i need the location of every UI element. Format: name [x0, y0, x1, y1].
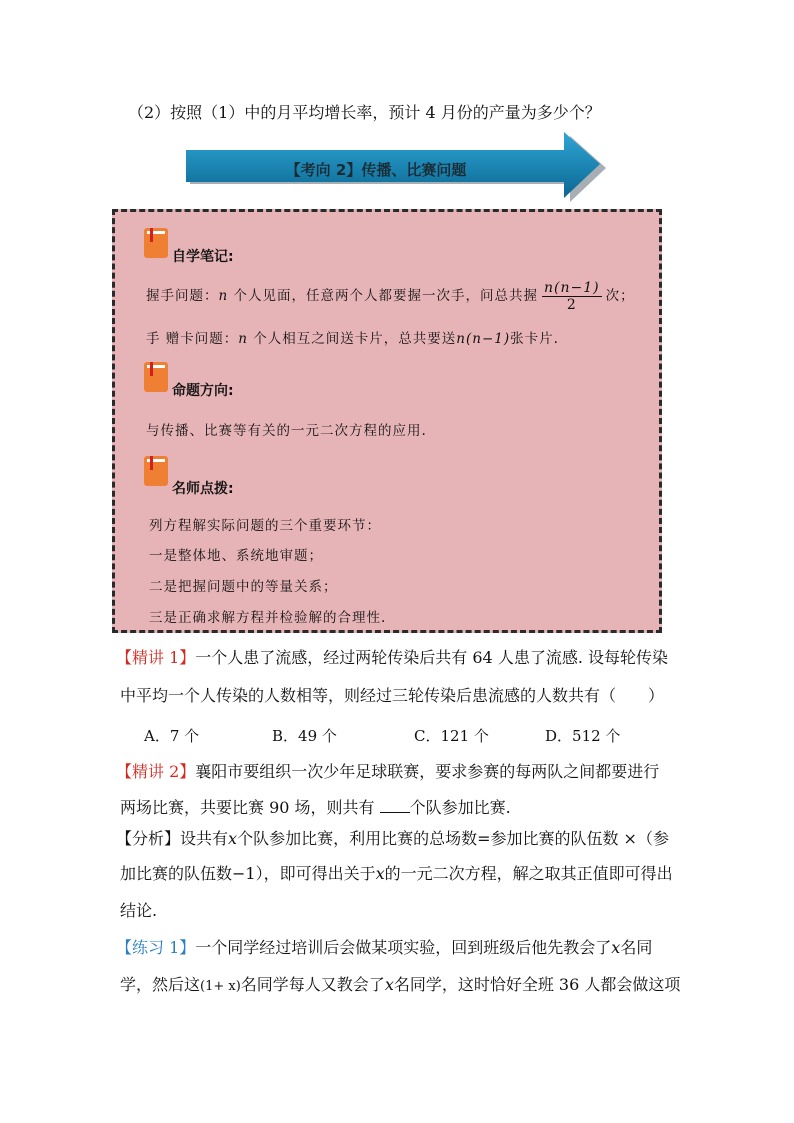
example-2-line-2 — [120, 798, 511, 818]
analysis-line-2 — [120, 864, 673, 884]
example-2-text-post: 个队参加比赛. — [409, 798, 511, 817]
exercise-1-line-2 — [120, 975, 680, 997]
option-c: C．121 个 — [414, 727, 489, 745]
notebook-icon — [144, 456, 168, 486]
handshake-fraction — [542, 280, 602, 313]
card-suffix: 张卡片. — [510, 331, 559, 347]
var-x: x — [611, 938, 621, 957]
analysis-text: 加比赛的队伍数−1），即可得出关于 — [120, 864, 376, 883]
card-desc: 个人相互之间送卡片，总共要送 — [248, 331, 457, 347]
self-study-notes-title: 自学笔记: — [172, 249, 234, 265]
option-a: A．7 个 — [144, 727, 200, 745]
exercise-1-text: 名同 — [620, 938, 653, 957]
analysis-tag: 【分析】 — [116, 829, 181, 848]
analysis-text: 个队参加比赛，利用比赛的总场数=参加比赛的队伍数 ×（参 — [237, 829, 669, 848]
exercise-1-text: 名同学，这时恰好全班 36 人都会做这项 — [393, 975, 681, 994]
question-2-text: （2）按照（1）中的月平均增长率，预计 4 月份的产量为多少个？ — [128, 103, 601, 122]
example-1-line-1 — [116, 648, 668, 668]
example-2-text: 襄阳市要组织一次少年足球联赛，要求参赛的每两队之间都要进行 — [195, 762, 660, 781]
analysis-text: 设共有 — [180, 829, 229, 848]
analysis-text: 的一元二次方程，解之取其正值即可得出 — [384, 864, 673, 883]
exercise-1-text: 学，然后这 — [120, 975, 201, 994]
teacher-tip-line: 三是正确求解方程并检验解的合理性. — [149, 610, 387, 626]
var-x: x — [375, 864, 385, 883]
option-b: B．49 个 — [272, 727, 337, 745]
card-label: 手 赠卡问题： — [146, 331, 239, 347]
var-n: n — [218, 288, 229, 304]
exercise-1-tag: 【练习 1】 — [116, 938, 196, 957]
notebook-icon — [144, 362, 168, 392]
answer-blank[interactable] — [380, 798, 410, 813]
proposition-direction-title: 命题方向: — [172, 383, 234, 399]
analysis-line-1 — [116, 829, 669, 849]
teacher-tips-title: 名师点拨: — [172, 481, 234, 497]
exercise-1-text: 一个同学经过培训后会做某项实验，回到班级后他先教会了 — [195, 938, 612, 957]
example-1-text: 一个人患了流感，经过两轮传染后共有 64 人患了流感. 设每轮传染 — [195, 648, 668, 667]
analysis-line-3: 结论. — [120, 901, 158, 920]
banner-title: 【考向 2】传播、比赛问题 — [285, 161, 467, 179]
card-problem-line — [146, 327, 559, 347]
handshake-label: 握手问题： — [146, 288, 219, 304]
fraction-denominator: 2 — [566, 297, 577, 313]
card-expression: n(n−1) — [456, 331, 511, 347]
teacher-tip-line: 一是整体地、系统地审题； — [149, 548, 323, 564]
var-n: n — [238, 331, 248, 347]
option-d: D．512 个 — [545, 727, 621, 745]
example-1-line-2: 中平均一个人传染的人数相等，则经过三轮传染后患流感的人数共有（ ） — [120, 686, 665, 705]
var-x: x — [384, 975, 394, 994]
example-2-tag: 【精讲 2】 — [116, 762, 196, 781]
example-2-text-pre: 两场比赛，共要比赛 90 场，则共有 — [120, 798, 380, 817]
notebook-icon — [144, 228, 168, 258]
exercise-1-line-1 — [116, 938, 652, 958]
var-x: x — [228, 829, 238, 848]
handshake-problem-line — [146, 280, 635, 313]
proposition-direction-text: 与传播、比赛等有关的一元二次方程的应用. — [146, 423, 427, 439]
teacher-tip-line: 列方程解实际问题的三个重要环节： — [149, 518, 381, 534]
exercise-1-text: 名同学每人又教会了 — [240, 975, 385, 994]
handshake-desc: 个人见面，任意两个人都要握一次手，问总共握 — [228, 288, 538, 304]
example-2-line-1 — [116, 762, 659, 782]
handshake-suffix: 次； — [605, 288, 635, 304]
expression-1-plus-x: (1+ x) — [200, 979, 241, 994]
fraction-numerator: n(n−1) — [544, 280, 600, 296]
example-1-tag: 【精讲 1】 — [116, 648, 196, 667]
teacher-tip-line: 二是把握问题中的等量关系； — [149, 579, 338, 595]
